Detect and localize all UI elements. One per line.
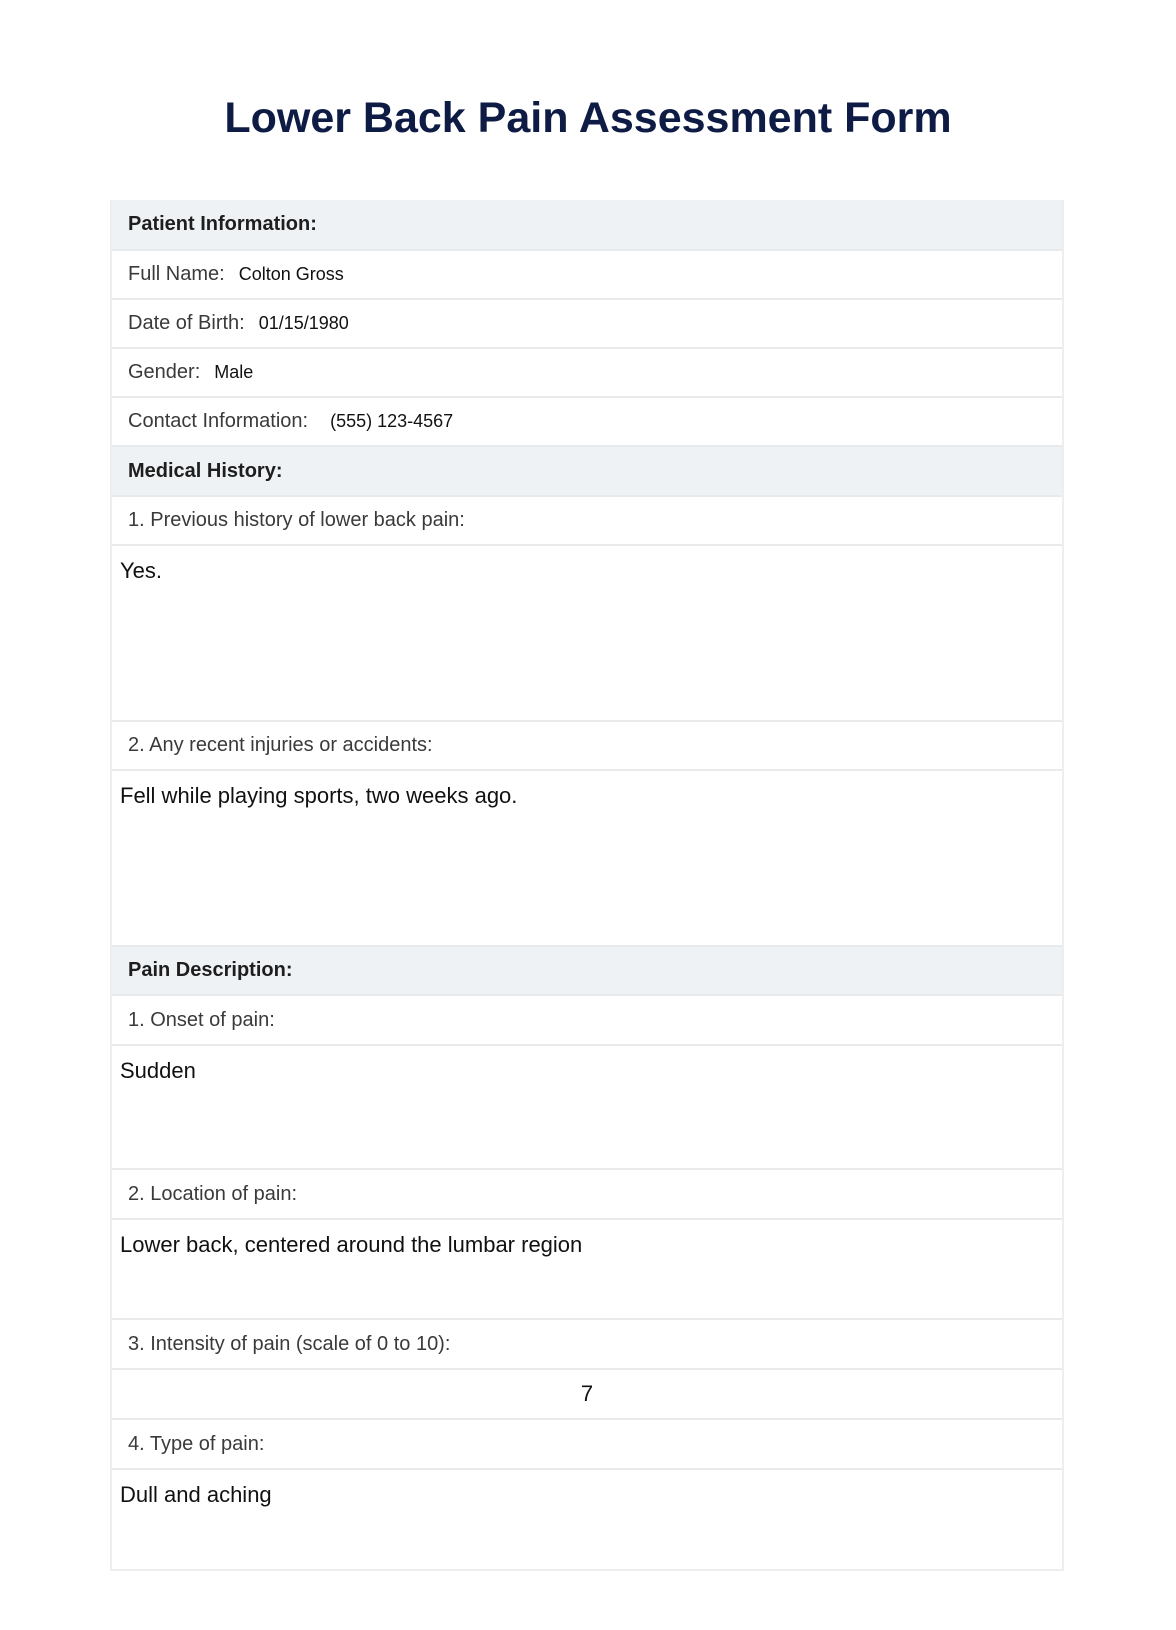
answer-recent-injuries[interactable]: Fell while playing sports, two weeks ago. [112, 771, 1062, 947]
question-onset: 1. Onset of pain: [112, 996, 1062, 1046]
question-intensity: 3. Intensity of pain (scale of 0 to 10): [112, 1320, 1062, 1370]
question-location: 2. Location of pain: [112, 1170, 1062, 1220]
question-type: 4. Type of pain: [112, 1420, 1062, 1470]
field-contact-information [112, 398, 1062, 447]
field-gender [112, 349, 1062, 398]
field-value[interactable]: Colton Gross [238, 264, 344, 284]
field-date-of-birth [112, 300, 1062, 349]
answer-onset[interactable]: Sudden [112, 1046, 1062, 1170]
section-header-patient-information: Patient Information: [112, 200, 1062, 251]
field-label: Date of Birth: [128, 312, 245, 334]
field-full-name [112, 251, 1062, 300]
field-value[interactable]: (555) 123-4567 [330, 411, 454, 431]
question-previous-history: 1. Previous history of lower back pain: [112, 497, 1062, 546]
answer-intensity[interactable]: 7 [112, 1370, 1062, 1420]
field-value[interactable]: Male [214, 362, 254, 382]
field-value[interactable]: 01/15/1980 [258, 313, 349, 333]
field-label: Gender: [128, 361, 201, 383]
answer-location[interactable]: Lower back, centered around the lumbar region [112, 1220, 1062, 1320]
question-recent-injuries: 2. Any recent injuries or accidents: [112, 722, 1062, 771]
field-label: Full Name: [128, 263, 225, 285]
field-label: Contact Information: [128, 410, 309, 432]
page-title: Lower Back Pain Assessment Form [224, 94, 952, 142]
assessment-form [110, 200, 1064, 1571]
answer-type[interactable]: Dull and aching [120, 1482, 272, 1507]
answer-previous-history[interactable]: Yes. [112, 546, 1062, 722]
section-header-pain-description: Pain Description: [112, 947, 1062, 996]
section-header-medical-history: Medical History: [112, 447, 1062, 497]
